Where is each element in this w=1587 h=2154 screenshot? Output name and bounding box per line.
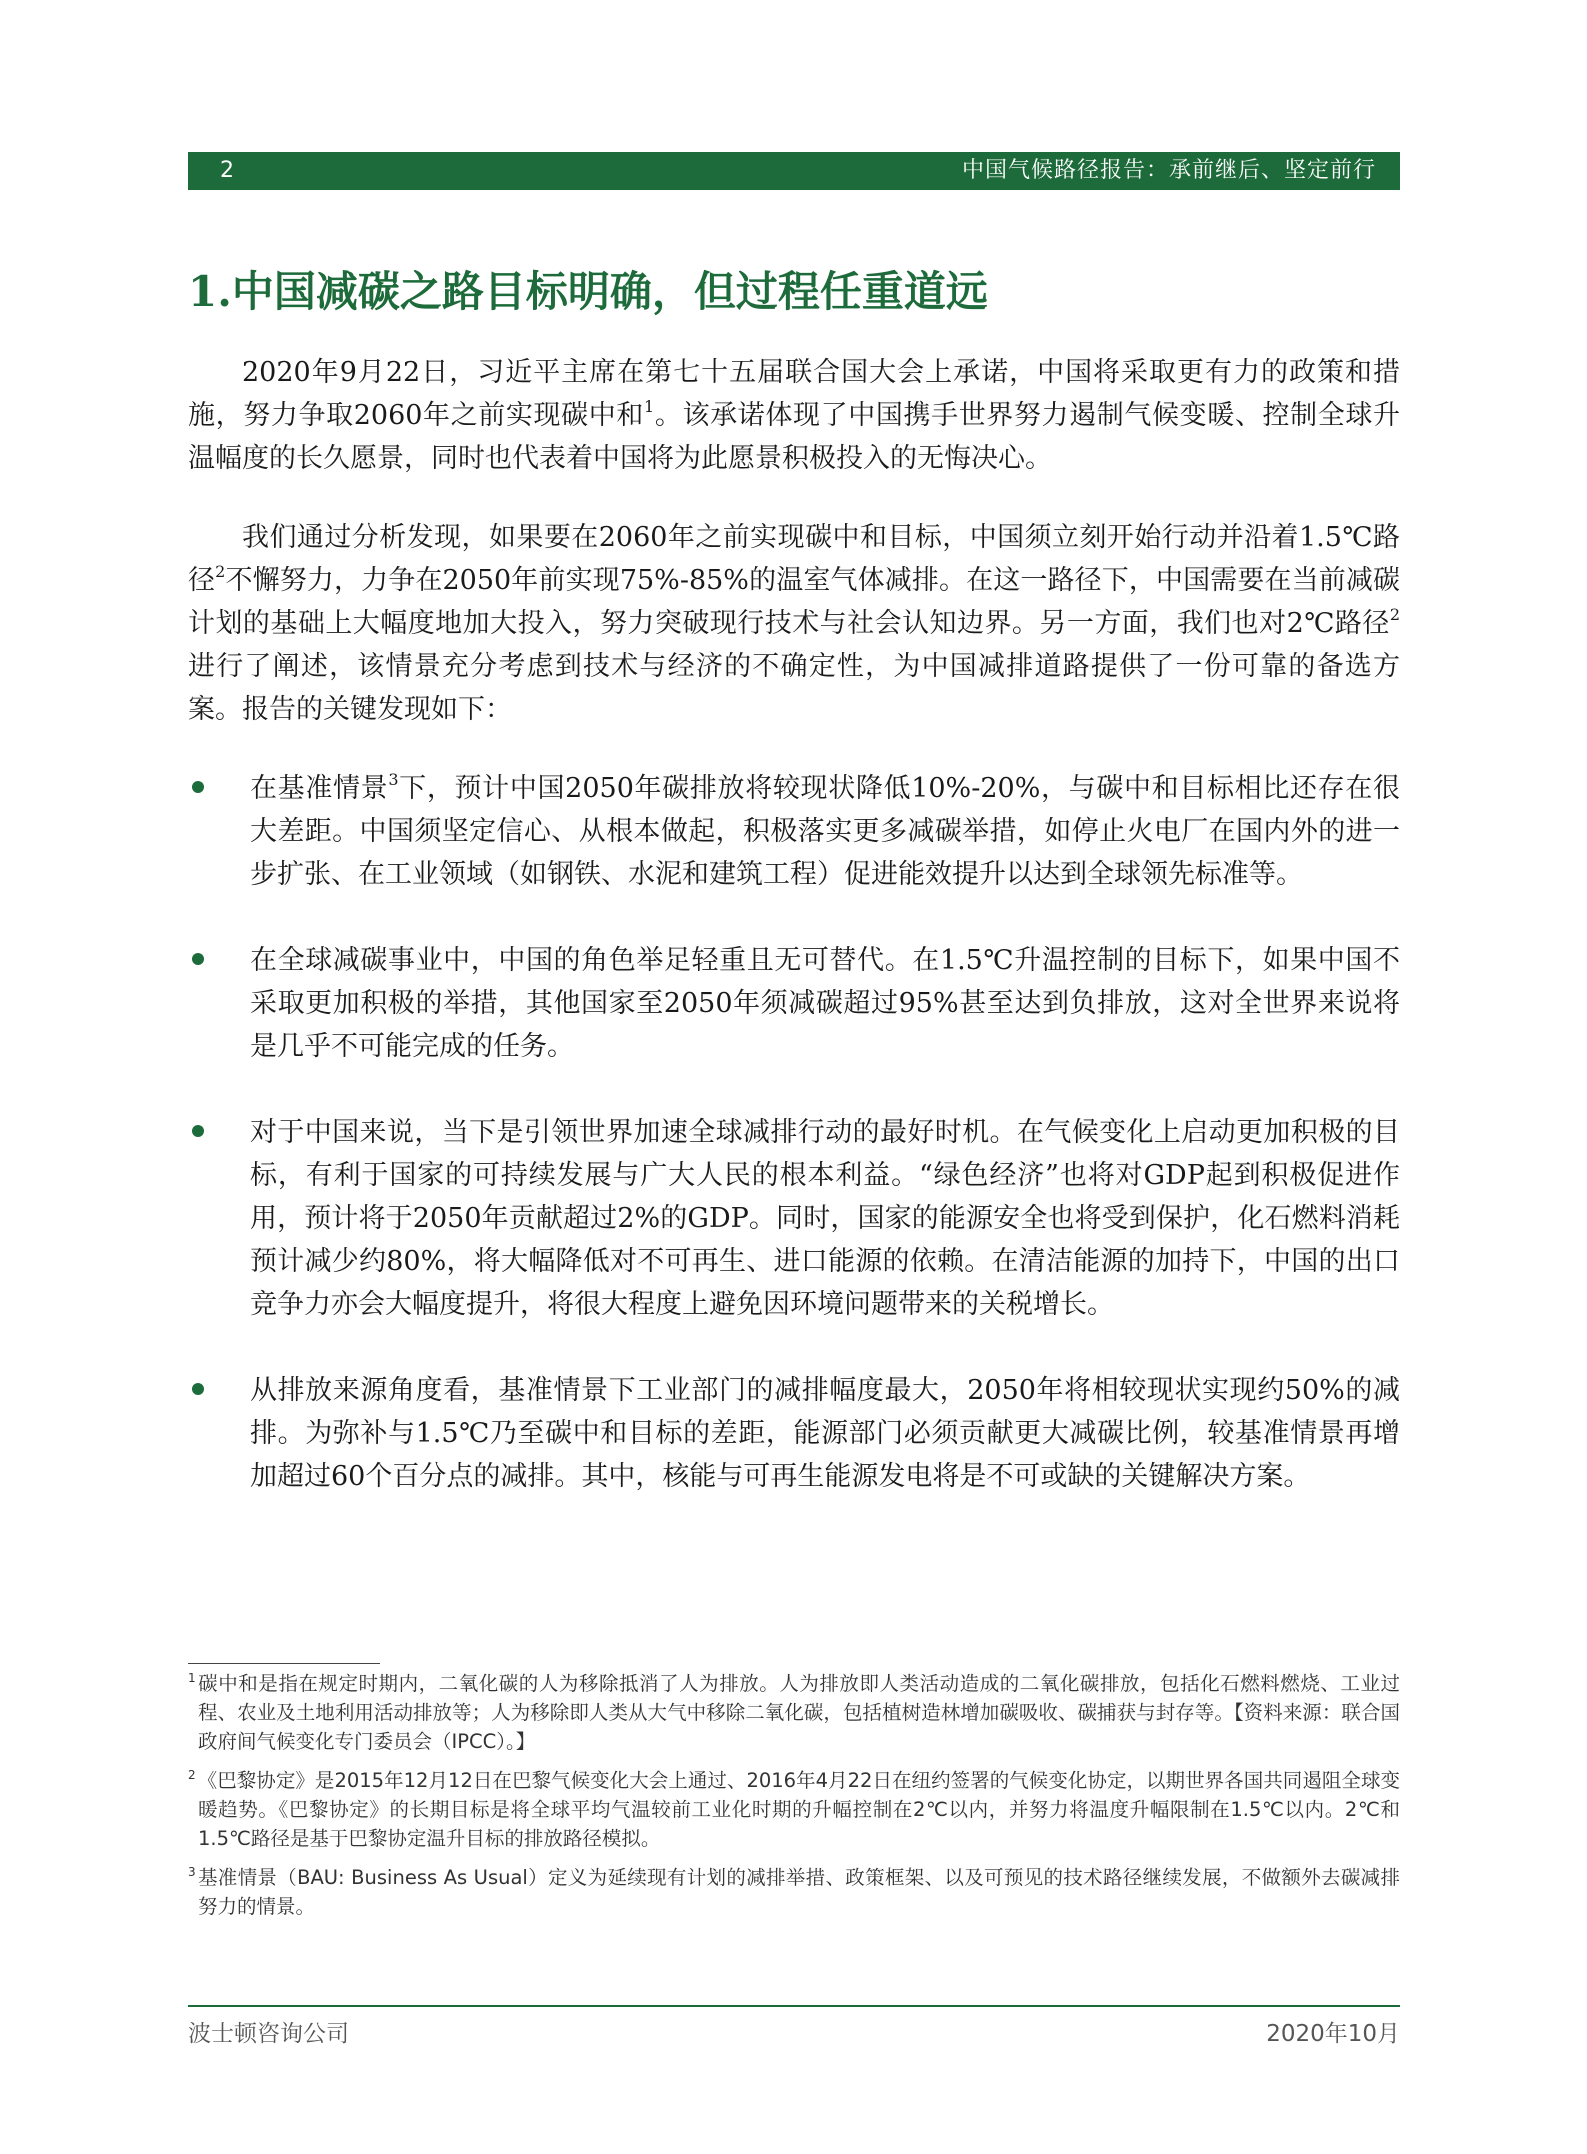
bullet-icon — [192, 953, 204, 965]
footnote-text: 基准情景（BAU: Business As Usual）定义为延续现有计划的减排举措、政策框架、以及可预见的技术路径继续发展，不做额外去碳减排努力的情景。 — [197, 1866, 1400, 1918]
footnote-ref[interactable]: 2 — [1389, 605, 1400, 624]
footer-divider — [188, 2005, 1400, 2007]
intro-paragraph — [188, 351, 1400, 480]
paragraph-text: 我们通过分析发现，如果要在2060年之前实现碳中和目标，中国须立刻开始行动并沿着1.5℃路径 — [188, 522, 1400, 596]
paragraph-text: 进行了阐述，该情景充分考虑到技术与经济的不确定性，为中国减排道路提供了一份可靠的备选方案。报告的关键发现如下： — [188, 651, 1400, 725]
footer-company: 波士顿咨询公司 — [188, 2021, 349, 2047]
paragraph-text: 。该承诺体现了中国携手世界努力遏制气候变暖、控制全球升温幅度的长久愿景，同时也代表着中国将为此愿景积极投入的无悔决心。 — [188, 400, 1401, 474]
bullet-text: 对于中国来说，当下是引领世界加速全球减排行动的最好时机。在气候变化上启动更加积极的目标，有利于国家的可持续发展与广大人民的根本利益。“绿色经济”也将对GDP起到积极促进作用，预计将于2050年贡献超过2%的GDP。同时，国家的能源安全也将受到保护，化石燃料消耗预计减少约80%，将大幅降低对不可再生、进口能源的依赖。在清洁能源的加持下，中国的出口竞争力亦会大幅度提升，将很大程度上避免因环境问题带来的关税增长。 — [250, 1117, 1400, 1320]
footnote-ref[interactable]: 2 — [215, 562, 226, 581]
bullet-icon — [192, 781, 204, 793]
footnote-text: 《巴黎协定》是2015年12月12日在巴黎气候变化大会上通过、2016年4月22日在纽约签署的气候变化协定，以期世界各国共同遏阻全球变暖趋势。《巴黎协定》的长期目标是将全球平均气温较前工业化时期的升幅控制在2℃以内，并努力将温度升幅限制在1.5℃以内。2℃和1.5℃路径是基于巴黎协定温升目标的排放路径模拟。 — [197, 1769, 1400, 1850]
bullet-text: 在基准情景 — [250, 773, 389, 804]
footnote-ref[interactable]: 1 — [644, 397, 655, 416]
bullet-text: 在全球减碳事业中，中国的角色举足轻重且无可替代。在1.5℃升温控制的目标下，如果中国不采取更加积极的举措，其他国家至2050年须减碳超过95%甚至达到负排放，这对全世界来说将是几乎不可能完成的任务。 — [250, 945, 1400, 1062]
footnote-text: 碳中和是指在规定时期内，二氧化碳的人为移除抵消了人为排放。人为排放即人类活动造成的二氧化碳排放，包括化石燃料燃烧、工业过程、农业及土地利用活动排放等；人为移除即人类从大气中移除二氧化碳，包括植树造林增加碳吸收、碳捕获与封存等。【资料来源：联合国政府间气候变化专门委员会（IPCC）。】 — [197, 1672, 1400, 1753]
analysis-paragraph — [188, 516, 1400, 731]
bullet-icon — [192, 1125, 204, 1137]
section-title: 1.中国减碳之路目标明确，但过程任重道远 — [188, 267, 988, 316]
footnote-2 — [188, 1766, 1400, 1853]
footnote-number: 1 — [188, 1671, 196, 1685]
paragraph-text: 2020年9月22日，习近平主席在第七十五届联合国大会上承诺，中国将采取更有力的政策和措施，努力争取2060年之前实现碳中和 — [188, 357, 1400, 431]
bullet-text: 下，预计中国2050年碳排放将较现状降低10%-20%，与碳中和目标相比还存在很大差距。中国须坚定信心、从根本做起，积极落实更多减碳举措，如停止火电厂在国内外的进一步扩张、在工业领域（如钢铁、水泥和建筑工程）促进能效提升以达到全球领先标准等。 — [250, 773, 1400, 890]
footnote-number: 2 — [188, 1768, 196, 1782]
footnote-number: 3 — [188, 1865, 196, 1879]
list-item — [188, 1111, 1400, 1326]
footnote-1 — [188, 1669, 1400, 1756]
footer-date: 2020年10月 — [1266, 2021, 1400, 2047]
report-title: 中国气候路径报告：承前继后、坚定前行 — [961, 158, 1376, 183]
footnote-ref[interactable]: 3 — [388, 770, 399, 789]
page-number: 2 — [220, 158, 234, 183]
list-item — [188, 767, 1400, 896]
list-item — [188, 939, 1400, 1068]
footnotes — [188, 1669, 1400, 1931]
bullet-icon — [192, 1383, 204, 1395]
footnote-3 — [188, 1863, 1400, 1921]
bullet-text: 从排放来源角度看，基准情景下工业部门的减排幅度最大，2050年将相较现状实现约50%的减排。为弥补与1.5℃乃至碳中和目标的差距，能源部门必须贡献更大减碳比例，较基准情景再增加超过60个百分点的减排。其中，核能与可再生能源发电将是不可或缺的关键解决方案。 — [250, 1375, 1400, 1492]
paragraph-text: 不懈努力，力争在2050年前实现75%-85%的温室气体减排。在这一路径下，中国需要在当前减碳计划的基础上大幅度地加大投入，努力突破现行技术与社会认知边界。另一方面，我们也对2℃路径 — [188, 565, 1401, 639]
footnote-divider — [188, 1663, 380, 1664]
list-item — [188, 1369, 1400, 1498]
header-bar — [188, 152, 1400, 190]
key-findings-list — [188, 767, 1400, 1541]
